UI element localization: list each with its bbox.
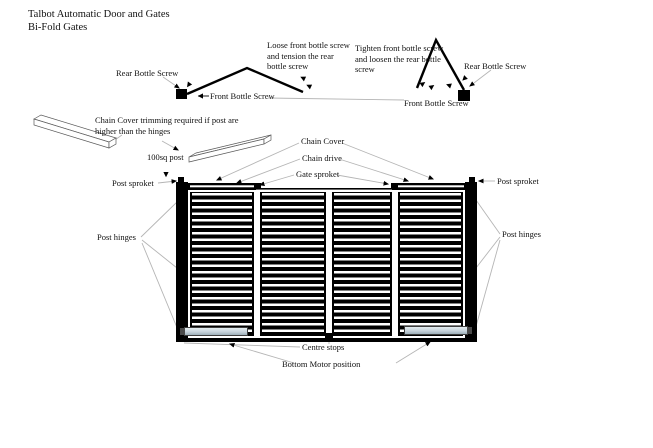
leader-post-hinge-right-top	[476, 200, 500, 234]
front-screw-arrowhead-left	[198, 93, 203, 98]
arm-arrowhead	[445, 82, 452, 89]
leader-post-hinge-left-top	[141, 202, 177, 237]
bottom-motor-label: Bottom Motor position	[282, 359, 361, 369]
post-sprocket-right-mark	[469, 177, 475, 182]
front-bottle-screw-label-left: Front Bottle Screw	[210, 91, 275, 101]
leader-post-sprocket-left	[158, 181, 176, 183]
gate-panel-2	[260, 192, 326, 336]
post-sprocket-label-right: Post sproket	[497, 176, 539, 186]
gate-panel-1	[190, 192, 254, 336]
leader-post-hinge-left-bottom	[142, 243, 178, 330]
arm-arrowhead	[429, 83, 436, 90]
chain-cover-trimming-note: Chain Cover trimming required if post are higher than the hinges	[95, 115, 239, 136]
centre-stops-label: Centre stops	[302, 342, 345, 352]
bottom-motor-right	[404, 326, 468, 335]
rear-bottle-screw-label-left: Rear Bottle Screw	[116, 68, 179, 78]
gate-panel-3	[332, 192, 392, 336]
rear-bottle-screw-block-left	[176, 89, 187, 99]
leader-trimming-right-bar	[162, 141, 178, 150]
gate-sprocket-left-mark	[254, 183, 261, 188]
leader-bottom-motor-right	[396, 342, 430, 363]
front-bottle-screw-label-right: Front Bottle Screw	[404, 98, 469, 108]
gate-panel-4	[398, 192, 463, 336]
leader-chain-cover-right	[342, 143, 433, 179]
chain-cover-bar-right-front	[189, 139, 264, 162]
post-sprocket-left-mark	[178, 177, 184, 182]
arm-arrowhead	[460, 75, 467, 82]
leader-post-hinge-left-mid	[142, 240, 177, 268]
leader-gate-sprocket-right	[337, 175, 388, 184]
gate-sprocket-right-mark	[391, 183, 398, 188]
post-hinges-label-right: Post hinges	[502, 229, 541, 239]
arm-arrowhead	[185, 82, 192, 89]
post-size-arrowhead	[163, 172, 168, 177]
chain-cover-right-highlight	[394, 185, 464, 187]
arm-arrowhead	[299, 74, 306, 81]
post-hinges-label-left: Post hinges	[97, 232, 136, 242]
chain-drive-label: Chain drive	[302, 153, 342, 163]
post-size-label: 100sq post	[147, 152, 184, 162]
rear-bottle-screw-label-right: Rear Bottle Screw	[464, 61, 527, 71]
leader-chain-drive-left	[237, 159, 300, 183]
note-tighten-front-screw: Tighten front bottle screw and loosen the rear bottle screw	[355, 43, 444, 74]
chain-cover-left-highlight	[190, 185, 254, 187]
page-title-line2: Bi-Fold Gates	[28, 22, 88, 33]
post-sprocket-label-left: Post sproket	[112, 178, 154, 188]
gate-sprocket-label: Gate sproket	[296, 169, 340, 179]
leader-rear-screw-right	[470, 70, 491, 86]
page-title-line1: Talbot Automatic Door and Gates	[28, 9, 170, 20]
arm-arrowhead	[305, 82, 312, 89]
leader-front-screw-link	[268, 98, 404, 100]
chain-cover-label: Chain Cover	[301, 136, 345, 146]
note-loosen-front-screw: Loose front bottle screw and tension the rear bottle screw	[267, 40, 350, 71]
gate-post-left	[176, 182, 188, 342]
bottom-motor-left	[184, 327, 248, 336]
leader-gate-sprocket-left	[260, 175, 294, 185]
leader-rear-screw-left	[163, 77, 179, 88]
leader-chain-drive-right	[339, 159, 408, 181]
leader-centre-stops-left	[184, 343, 300, 347]
gate-post-right	[465, 182, 477, 342]
